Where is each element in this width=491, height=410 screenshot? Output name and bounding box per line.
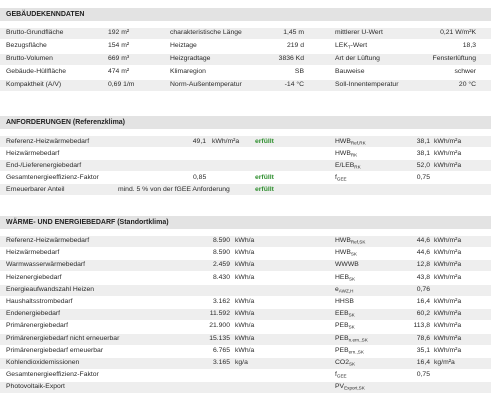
row-indicator-value: 44,6 [416, 237, 430, 244]
row-shade [0, 80, 491, 91]
row-shade [0, 184, 491, 195]
row-indicator-value: 78,6 [416, 335, 430, 342]
row-indicator-unit: kWh/m²a [434, 347, 462, 354]
label-kompaktheit: Kompaktheit (A/V) [6, 81, 62, 88]
row-indicator: $HEB_{SK}$ [335, 274, 356, 282]
value-e-leb-rk: 52,0 [416, 162, 430, 169]
section-header-anforderungen [0, 116, 491, 129]
row-unit: kWh/a [235, 274, 255, 281]
row-indicator-value: 35,1 [416, 347, 430, 354]
row-unit: kWh/a [235, 310, 255, 317]
row-indicator-unit: kWh/m²a [434, 310, 462, 317]
row-value: 2.459 [212, 261, 230, 268]
row-indicator-unit: kg/m²a [434, 359, 455, 366]
value-hwb-rk: 38,1 [416, 150, 430, 157]
row-shade [0, 28, 491, 39]
value-bauweise: schwer [454, 68, 476, 75]
value-heiztage: 219 d [286, 42, 304, 49]
status-erfuellt: erfüllt [255, 138, 274, 145]
row-indicator: $PEB_{n.ern.,SK}$ [335, 335, 368, 343]
row-unit: kg/a [235, 359, 248, 366]
section-title: GEBÄUDEKENNDATEN [6, 11, 85, 18]
row-label: Endenergiebedarf [6, 310, 61, 317]
label-bezugsflaeche: Bezugsfläche [6, 42, 47, 49]
row-label: Kohlendioxidemissionen [6, 359, 80, 366]
row-indicator: $CO2_{SK}$ [335, 359, 356, 367]
unit-kwh-m2a: kWh/m²a [434, 162, 462, 169]
value-lek-wert: 18,3 [462, 42, 476, 49]
row-indicator-unit: kWh/m²a [434, 249, 462, 256]
row-indicator: WWWB [335, 261, 359, 268]
label-erneuerbarer-anteil: Erneuerbarer Anteil [6, 186, 65, 193]
row-indicator: HHSB [335, 298, 354, 305]
label-bauweise: Bauweise [335, 68, 365, 75]
value-f-gee: 0,75 [416, 174, 430, 181]
section-title: ANFORDERUNGEN (Referenzklima) [6, 119, 126, 126]
unit-kwh-m2a: kWh/m²a [212, 138, 240, 145]
value-bezugsflaeche: 154 m² [108, 42, 130, 49]
label-soll-innentemperatur: Soll-Innentemperatur [335, 81, 399, 88]
row-label: Referenz-Heizwärmebedarf [6, 237, 90, 244]
row-label: Heizwärmebedarf [6, 249, 60, 256]
row-value: 3.165 [212, 359, 230, 366]
row-label: Warmwasserwärmebedarf [6, 261, 86, 268]
row-value: 21.900 [209, 322, 230, 329]
value-hwb-ref-rk: 38,1 [416, 138, 430, 145]
row-indicator-unit: kWh/m²a [434, 298, 462, 305]
value-heizgradtage: 3836 Kd [278, 55, 304, 62]
row-unit: kWh/a [235, 322, 255, 329]
label-gesamtenergieeffizienz-faktor: Gesamtenergieeffizienz-Faktor [6, 174, 99, 181]
row-value: 8.590 [212, 249, 230, 256]
row-label: Gesamtenergieeffizienz-Faktor [6, 371, 99, 378]
row-unit: kWh/a [235, 249, 255, 256]
value-gebaeude-huellflaeche: 474 m² [108, 68, 130, 75]
label-brutto-volumen: Brutto-Volumen [6, 55, 53, 62]
row-indicator-value: 16,4 [416, 359, 430, 366]
row-indicator-value: 0,76 [416, 286, 430, 293]
row-unit: kWh/a [235, 347, 255, 354]
section-header-gebaeudekenndaten [0, 8, 491, 21]
label-hwb-ref-rk: $HWB_{Ref,RK}$ [335, 138, 366, 146]
label-klimaregion: Klimaregion [170, 68, 206, 75]
label-end-lieferenergiebedarf: End-/Lieferenergiebedarf [6, 162, 82, 169]
label-art-der-lueftung: Art der Lüftung [335, 55, 380, 62]
label-heiztage: Heiztage [170, 42, 197, 49]
value-brutto-volumen: 669 m³ [108, 55, 130, 62]
row-value: 11.592 [209, 310, 230, 317]
label-referenz-heizwaermebedarf: Referenz-Heizwärmebedarf [6, 138, 90, 145]
label-heizgradtage: Heizgradtage [170, 55, 211, 62]
row-indicator-unit: kWh/m²a [434, 335, 462, 342]
label-gebaeude-huellflaeche: Gebäude-Hüllfläche [6, 68, 67, 75]
label-charakteristische-laenge: charakteristische Länge [170, 29, 242, 36]
row-label: Haushaltsstrombedarf [6, 298, 73, 305]
row-indicator-unit: kWh/m²a [434, 274, 462, 281]
row-indicator: $PEB_{SK}$ [335, 322, 355, 330]
row-value: 8.590 [212, 237, 230, 244]
row-indicator-value: 16,4 [416, 298, 430, 305]
row-indicator-value: 113,8 [413, 322, 430, 329]
label-hwb-rk: $HWB_{RK}$ [335, 150, 358, 158]
row-indicator-value: 12,8 [416, 261, 430, 268]
row-label: Energieaufwandszahl Heizen [6, 286, 95, 293]
row-indicator: $HWB_{SK}$ [335, 249, 357, 257]
label-norm-aussentemperatur: Norm-Außentemperatur [170, 81, 242, 88]
row-value: 8.430 [212, 274, 230, 281]
row-label: Photovoltaik-Export [6, 383, 65, 390]
row-label: Heizenergiebedarf [6, 274, 62, 281]
row-shade [0, 54, 491, 65]
status-erfuellt: erfüllt [255, 186, 274, 193]
value-norm-aussentemperatur: -14 °C [284, 81, 304, 88]
row-unit: kWh/a [235, 237, 255, 244]
row-value: 6.765 [212, 347, 230, 354]
value-gesamtenergieeffizienz-faktor: 0,85 [193, 174, 207, 181]
row-value: 15.135 [209, 335, 230, 342]
label-heizwaermebedarf: Heizwärmebedarf [6, 150, 60, 157]
row-unit: kWh/a [235, 261, 255, 268]
value-referenz-heizwaermebedarf: 49,1 [192, 138, 206, 145]
row-indicator: $EEB_{SK}$ [335, 310, 355, 318]
value-charakteristische-laenge: 1,45 m [283, 29, 304, 36]
label-f-gee: $f_{GEE}$ [335, 174, 347, 182]
value-erneuerbarer-anteil: mind. 5 % von der fGEE Anforderung [118, 186, 230, 193]
label-lek-wert: $LEK_T$-Wert [335, 42, 368, 50]
section-header-waerme-energiebedarf [0, 216, 491, 229]
row-indicator: $PEB_{ern.,SK}$ [335, 347, 364, 355]
row-indicator-value: 44,6 [416, 249, 430, 256]
row-indicator-unit: kWh/m²a [434, 322, 462, 329]
value-soll-innentemperatur: 20 °C [458, 81, 476, 88]
row-shade [0, 382, 491, 393]
unit-kwh-m2a: kWh/m²a [434, 138, 462, 145]
value-mittlerer-u-wert: 0,21 W/m²K [440, 29, 476, 36]
status-erfuellt: erfüllt [255, 174, 274, 181]
row-indicator-value: 43,8 [416, 274, 430, 281]
row-unit: kWh/a [235, 298, 255, 305]
row-label: Primärenergiebedarf [6, 322, 68, 329]
value-art-der-lueftung: Fensterlüftung [432, 55, 476, 62]
row-label: Primärenergiebedarf erneuerbar [6, 347, 104, 354]
row-indicator-unit: kWh/m²a [434, 261, 462, 268]
unit-kwh-m2a: kWh/m²a [434, 150, 462, 157]
row-label: Primärenergiebedarf nicht erneuerbar [6, 335, 120, 342]
row-indicator-value: 0,75 [416, 371, 430, 378]
value-brutto-grundflaeche: 192 m² [108, 29, 130, 36]
row-indicator: $PV_{Export,SK}$ [335, 383, 365, 391]
value-kompaktheit: 0,69 1/m [108, 81, 135, 88]
label-mittlerer-u-wert: mittlerer U-Wert [335, 29, 383, 36]
row-indicator: $e_{AWZ,H}$ [335, 286, 354, 294]
section-title: WÄRME- UND ENERGIEBEDARF (Standortklima) [6, 219, 169, 226]
row-value: 3.162 [212, 298, 230, 305]
row-indicator: $f_{GEE}$ [335, 371, 347, 379]
row-unit: kWh/a [235, 335, 255, 342]
row-indicator: $HWB_{Ref,SK}$ [335, 237, 366, 245]
row-indicator-unit: kWh/m²a [434, 237, 462, 244]
label-e-leb-rk: $E/LEB_{RK}$ [335, 162, 361, 170]
label-brutto-grundflaeche: Brutto-Grundfläche [6, 29, 64, 36]
row-indicator-value: 60,2 [416, 310, 430, 317]
value-klimaregion: SB [294, 68, 304, 75]
